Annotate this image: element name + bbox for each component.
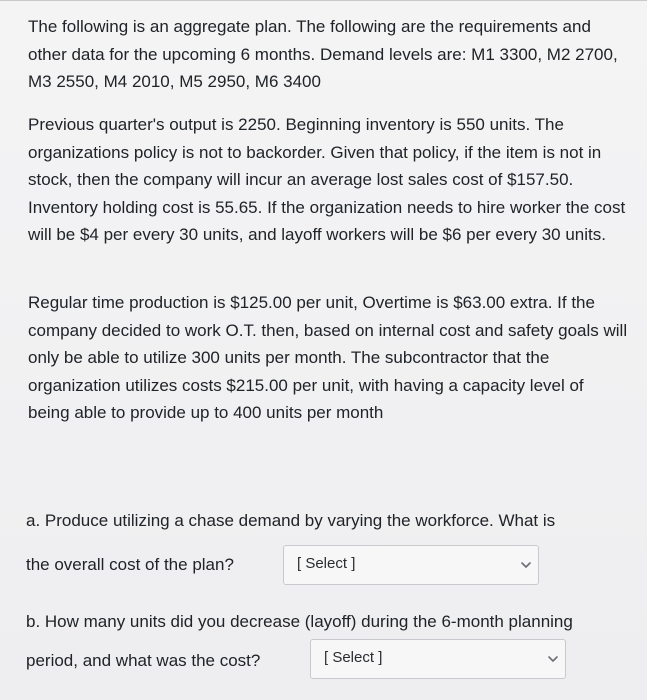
question-b-select-label: [ Select ]: [324, 649, 383, 666]
problem-paragraph-1: The following is an aggregate plan. The following are the requirements and other data for the upcoming 6 months. Demand levels are: M1 3300, M2 2700, M3 2550, M4 2010, M5 2950, M6 3400: [28, 17, 618, 91]
question-a-text-line-1: a. Produce utilizing a chase demand by varying the workforce. What is: [26, 511, 556, 530]
problem-paragraph-3: Regular time production is $125.00 per unit, Overtime is $63.00 extra. If the company decided to work O.T. then, based on internal cost and safety goals will only be able to utilize 300 units per month. The subcontractor that the organization utilizes costs $215.00 per unit, with having a capacity level of being able to provide up to 400 units per month: [28, 293, 628, 422]
question-b-text-line-1: b. How many units did you decrease (layoff) during the 6-month planning: [26, 612, 573, 631]
question-b-text-line-2: period, and what was the cost?: [26, 651, 261, 670]
problem-paragraph-2: Previous quarter's output is 2250. Beginning inventory is 550 units. The organizations policy is not to backorder. Given that policy, if the item is not in stock, then the company will incur an average lost sales cost of $157.50. Inventory holding cost is 55.65. If the organization needs to hire worker the cost will be $4 per every 30 units, and layoff workers will be $6 per every 30 units.: [28, 115, 626, 244]
question-a-select-label: [ Select ]: [297, 555, 356, 572]
chevron-down-icon: [520, 560, 532, 570]
chevron-down-icon: [547, 654, 559, 664]
question-a-answer-select[interactable]: [283, 545, 539, 585]
question-a-text-line-2: the overall cost of the plan?: [26, 555, 234, 574]
question-b-answer-select[interactable]: [310, 639, 566, 679]
